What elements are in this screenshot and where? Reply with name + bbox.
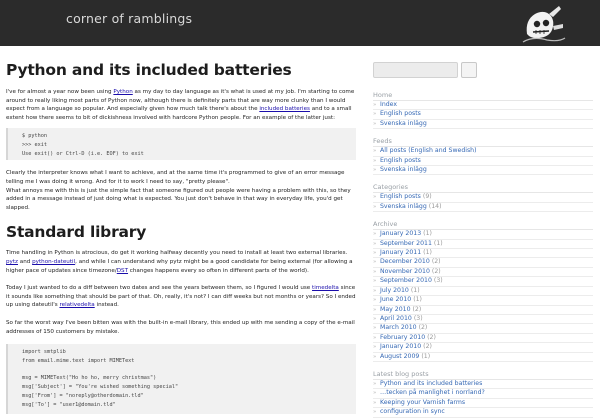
feed-item-svenska: » Svenska inlägg [373,166,593,175]
latest-post-item: » …tecken på manlighet i norrland? [373,389,593,398]
sidebar [373,62,593,418]
archive-item: » March 2010 (2) [373,324,593,333]
time-handling-paragraph: Time handling in Python is atrocious, do get it working halfway decently you need to install at least two external libraries. pytz and python-dateutil, and while I can understand why pytz might be a good candidate for being external (for allowing a higher pace of updates since timezone/DST changes happens every so often in different parts of the world). [6,250,353,274]
archive-item: » November 2010 (2) [373,268,593,277]
archive-item: » February 2010 (2) [373,334,593,343]
home-item-index: » Index [373,101,593,110]
category-item: » English posts (9) [373,193,593,202]
archive-item: » May 2010 (2) [373,306,593,315]
archive-item: » July 2010 (1) [373,287,593,296]
archive-item: » January 2013 (1) [373,230,593,239]
archive-item: » September 2011 (1) [373,240,593,249]
archive-item: » January 2010 (2) [373,343,593,352]
email-code-block: import smtplib from email.mime.text import MIMEText msg = MIMEText("Ho ho ho, merry christmas") msg['Subject'] = "You're wished something special" msg['From'] = "noreply@otherdomain.tld" msg['To'] = "user1@domain.tld" [6,344,356,414]
home-item-svenska: » Svenska inlägg [373,120,593,129]
included-batteries-link[interactable]: included batteries [259,106,310,113]
date-diff-paragraph: Today I just wanted to do a diff between two dates and see the years between them, so I figured I would use timedelta since it sounds like something that should be part of that. Oh, really, it's not? I can diff weeks but not months or years? So I ended up using dateutil's relativedelta instead. [6,285,356,309]
latest-post-item: » Python and its included batteries [373,380,593,389]
home-item-english: » English posts [373,110,593,119]
categories-block [373,183,593,212]
interpreter-paragraph: Clearly the interpreter knows what I want to achieve, and at the same time it's programmed to give of an error message telling me I was doing it wrong. And for it to work I need to say, "pretty please". What annoys me with this is just the simple fact that someone figured out people were having a problem with this, so they added in a message instead of just doing what is expected. You just don't behave in that way in everyday life, you'd get slapped. [6,170,351,211]
skull-mascot-logo[interactable] [519,4,565,44]
archive-item: » September 2010 (3) [373,277,593,286]
latest-posts-block [373,370,593,418]
home-heading: Home [373,91,393,99]
section-title-standard-library: Standard library [6,223,147,242]
search-input[interactable] [373,62,458,78]
latest-posts-heading: Latest blog posts [373,369,429,378]
relativedelta-link[interactable]: relativedelta [59,302,95,309]
archive-item: » April 2010 (3) [373,315,593,324]
search-form [373,62,593,78]
home-block [373,91,593,129]
dst-link[interactable]: DST [116,267,129,274]
post-title[interactable]: Python and its included batteries [6,61,292,79]
feeds-block [373,137,593,175]
python-dateutil-link[interactable]: python-dateutil [32,258,76,265]
categories-heading: Categories [373,183,409,192]
post-content [6,58,356,414]
intro-paragraph: I've for almost a year now been using Python as my day to day language as it's what is used at my job. I'm starting to come around to really liking most parts of Python now, although there is definitely parts that are way more clunky than I would expect from a language so popular. And especially given how much talk there's about the included batteries and to a small extent how there seems to bit of dickishness involved with hardcore Python people. For an example of the latter just: [6,89,355,121]
feed-item-all: » All posts (English and Swedish) [373,147,593,156]
site-title-link[interactable]: corner of ramblings [66,11,193,26]
pytz-link[interactable]: pytz [6,258,18,265]
search-button[interactable] [461,62,477,78]
archive-heading: Archive [373,220,398,229]
feed-item-english: » English posts [373,157,593,166]
site-header [0,0,600,46]
latest-post-item: » Keeping your Varnish farms [373,399,593,408]
interpreter-code-block: $ python >>> exit Use exit() or Ctrl-D (i.e. EOF) to exit [6,128,356,160]
latest-post-item: » configuration in sync [373,408,593,417]
archive-item: » January 2011 (1) [373,249,593,258]
archive-block [373,220,593,362]
archive-item: » August 2009 (1) [373,353,593,362]
feeds-heading: Feeds [373,137,392,146]
archive-item: » December 2010 (2) [373,258,593,267]
archive-item: » June 2010 (1) [373,296,593,305]
email-paragraph: So far the worst way I've been bitten was with the built-in e-mail library, this ended up with me sending a copy of the e-mail addresses of 150 customers by mistake. [6,319,355,335]
category-item: » Svenska inlägg (14) [373,203,593,212]
timedelta-link[interactable]: timedelta [312,285,339,292]
python-link[interactable]: Python [113,89,133,95]
